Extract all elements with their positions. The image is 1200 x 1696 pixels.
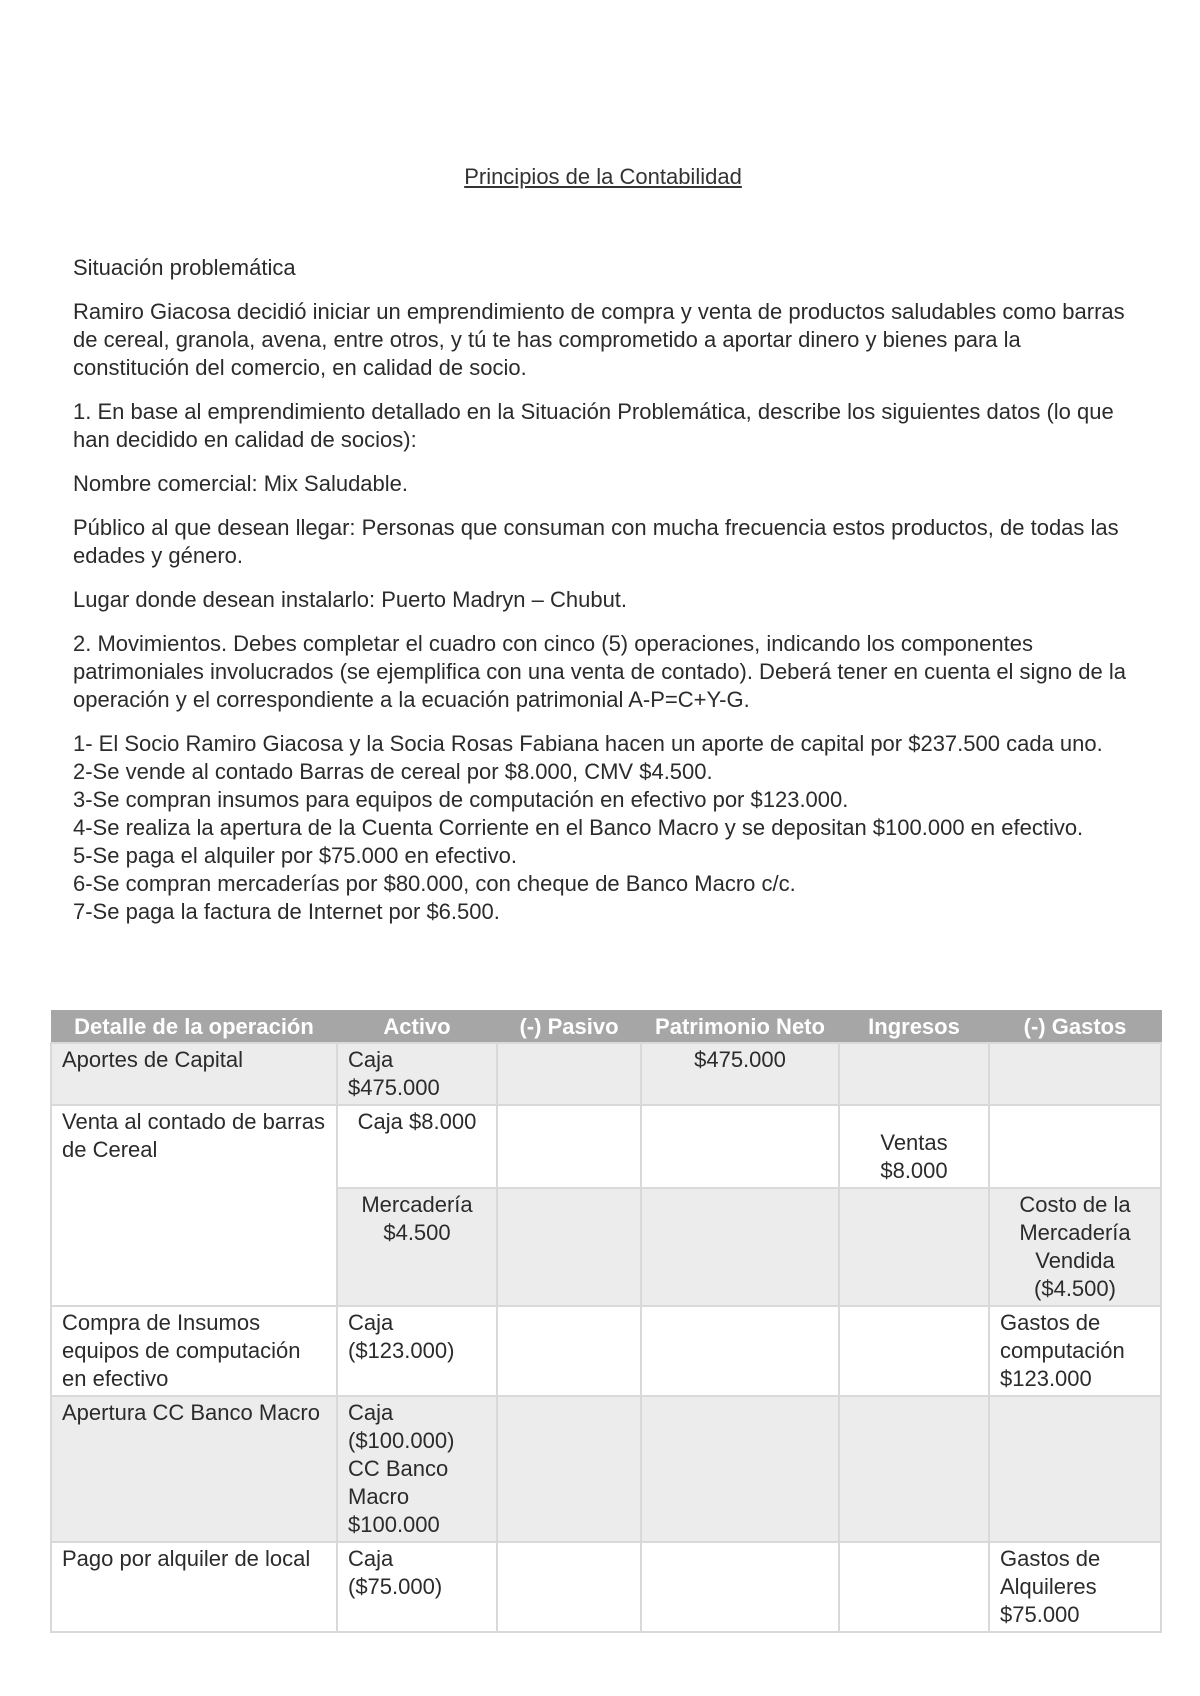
table-row	[51, 1396, 1161, 1542]
header-ingresos: Ingresos	[839, 1011, 989, 1044]
cell-patrimonio-neto	[641, 1105, 839, 1188]
operations-list	[73, 730, 1133, 926]
cell-pasivo	[497, 1043, 641, 1105]
cell-detail: Venta al contado de barras de Cereal	[51, 1105, 337, 1306]
table-row	[51, 1105, 1161, 1188]
cell-gastos: Gastos de computación $123.000	[989, 1306, 1161, 1396]
header-pasivo: (-) Pasivo	[497, 1011, 641, 1044]
operation-item: 4-Se realiza la apertura de la Cuenta Corriente en el Banco Macro y se depositan $100.000 en efectivo.	[73, 815, 1084, 840]
table-row	[51, 1043, 1161, 1105]
cell-gastos	[989, 1105, 1161, 1188]
cell-ingresos	[839, 1306, 989, 1396]
cell-pasivo	[497, 1542, 641, 1632]
cell-pasivo	[497, 1188, 641, 1306]
cell-activo: Caja $475.000	[337, 1043, 497, 1105]
document-body	[73, 254, 1133, 926]
operation-item: 2-Se vende al contado Barras de cereal por $8.000, CMV $4.500.	[73, 759, 713, 784]
cell-activo-line: CC Banco Macro $100.000	[348, 1456, 449, 1537]
table-row	[51, 1306, 1161, 1396]
table-row	[51, 1542, 1161, 1632]
question-2: 2. Movimientos. Debes completar el cuadro con cinco (5) operaciones, indicando los componentes patrimoniales involucrados (se ejemplifica con una venta de contado). Deberá tener en cuenta el signo de la operación y el correspondiente a la ecuación patrimonial A-P=C+Y-G.	[73, 631, 1126, 712]
cell-detail: Aportes de Capital	[51, 1043, 337, 1105]
cell-patrimonio-neto	[641, 1188, 839, 1306]
header-detail: Detalle de la operación	[51, 1011, 337, 1044]
movements-table	[50, 1010, 1162, 1633]
operation-item: 5-Se paga el alquiler por $75.000 en efectivo.	[73, 843, 517, 868]
cell-detail: Pago por alquiler de local	[51, 1542, 337, 1632]
cell-activo: Caja $8.000	[337, 1105, 497, 1188]
cell-ingresos	[839, 1188, 989, 1306]
cell-gastos: Gastos de Alquileres $75.000	[989, 1542, 1161, 1632]
intro-paragraph: Ramiro Giacosa decidió iniciar un emprendimiento de compra y venta de productos saludables como barras de cereal, granola, avena, entre otros, y tú te has comprometido a aportar dinero y bienes para la constitución del comercio, en calidad de socio.	[73, 299, 1125, 380]
cell-patrimonio-neto	[641, 1306, 839, 1396]
operation-item: 3-Se compran insumos para equipos de computación en efectivo por $123.000.	[73, 787, 849, 812]
cell-activo	[337, 1396, 497, 1542]
cell-detail: Compra de Insumos equipos de computación en efectivo	[51, 1306, 337, 1396]
question-1: 1. En base al emprendimiento detallado en la Situación Problemática, describe los siguientes datos (lo que han decidido en calidad de socios):	[73, 399, 1114, 452]
cell-ingresos	[839, 1043, 989, 1105]
cell-pasivo	[497, 1396, 641, 1542]
cell-activo: Caja ($123.000)	[337, 1306, 497, 1396]
cell-patrimonio-neto	[641, 1542, 839, 1632]
header-patrimonio-neto: Patrimonio Neto	[641, 1011, 839, 1044]
cell-gastos	[989, 1396, 1161, 1542]
cell-ingresos	[839, 1396, 989, 1542]
cell-patrimonio-neto: $475.000	[641, 1043, 839, 1105]
operation-item: 7-Se paga la factura de Internet por $6.500.	[73, 899, 500, 924]
operation-item: 1- El Socio Ramiro Giacosa y la Socia Rosas Fabiana hacen un aporte de capital por $237.500 cada uno.	[73, 731, 1103, 756]
cell-activo: Caja ($75.000)	[337, 1542, 497, 1632]
cell-pasivo	[497, 1306, 641, 1396]
location: Lugar donde desean instalarlo: Puerto Madryn – Chubut.	[73, 587, 628, 612]
section-heading: Situación problemática	[73, 255, 296, 280]
operation-item: 6-Se compran mercaderías por $80.000, con cheque de Banco Macro c/c.	[73, 871, 796, 896]
target-audience: Público al que desean llegar: Personas que consuman con mucha frecuencia estos productos, de todas las edades y género.	[73, 515, 1119, 568]
header-gastos: (-) Gastos	[989, 1011, 1161, 1044]
cell-ingresos	[839, 1542, 989, 1632]
cell-gastos	[989, 1043, 1161, 1105]
cell-activo-line: Caja ($100.000)	[348, 1400, 455, 1453]
header-activo: Activo	[337, 1011, 497, 1044]
cell-pasivo	[497, 1105, 641, 1188]
table-header-row	[51, 1011, 1161, 1044]
cell-gastos: Costo de la Mercadería Vendida ($4.500)	[989, 1188, 1161, 1306]
cell-ingresos: Ventas $8.000	[839, 1105, 989, 1188]
document-title: Principios de la Contabilidad	[464, 164, 742, 189]
trade-name: Nombre comercial: Mix Saludable.	[73, 471, 409, 496]
cell-activo: Mercadería $4.500	[337, 1188, 497, 1306]
cell-detail: Apertura CC Banco Macro	[51, 1396, 337, 1542]
cell-patrimonio-neto	[641, 1396, 839, 1542]
